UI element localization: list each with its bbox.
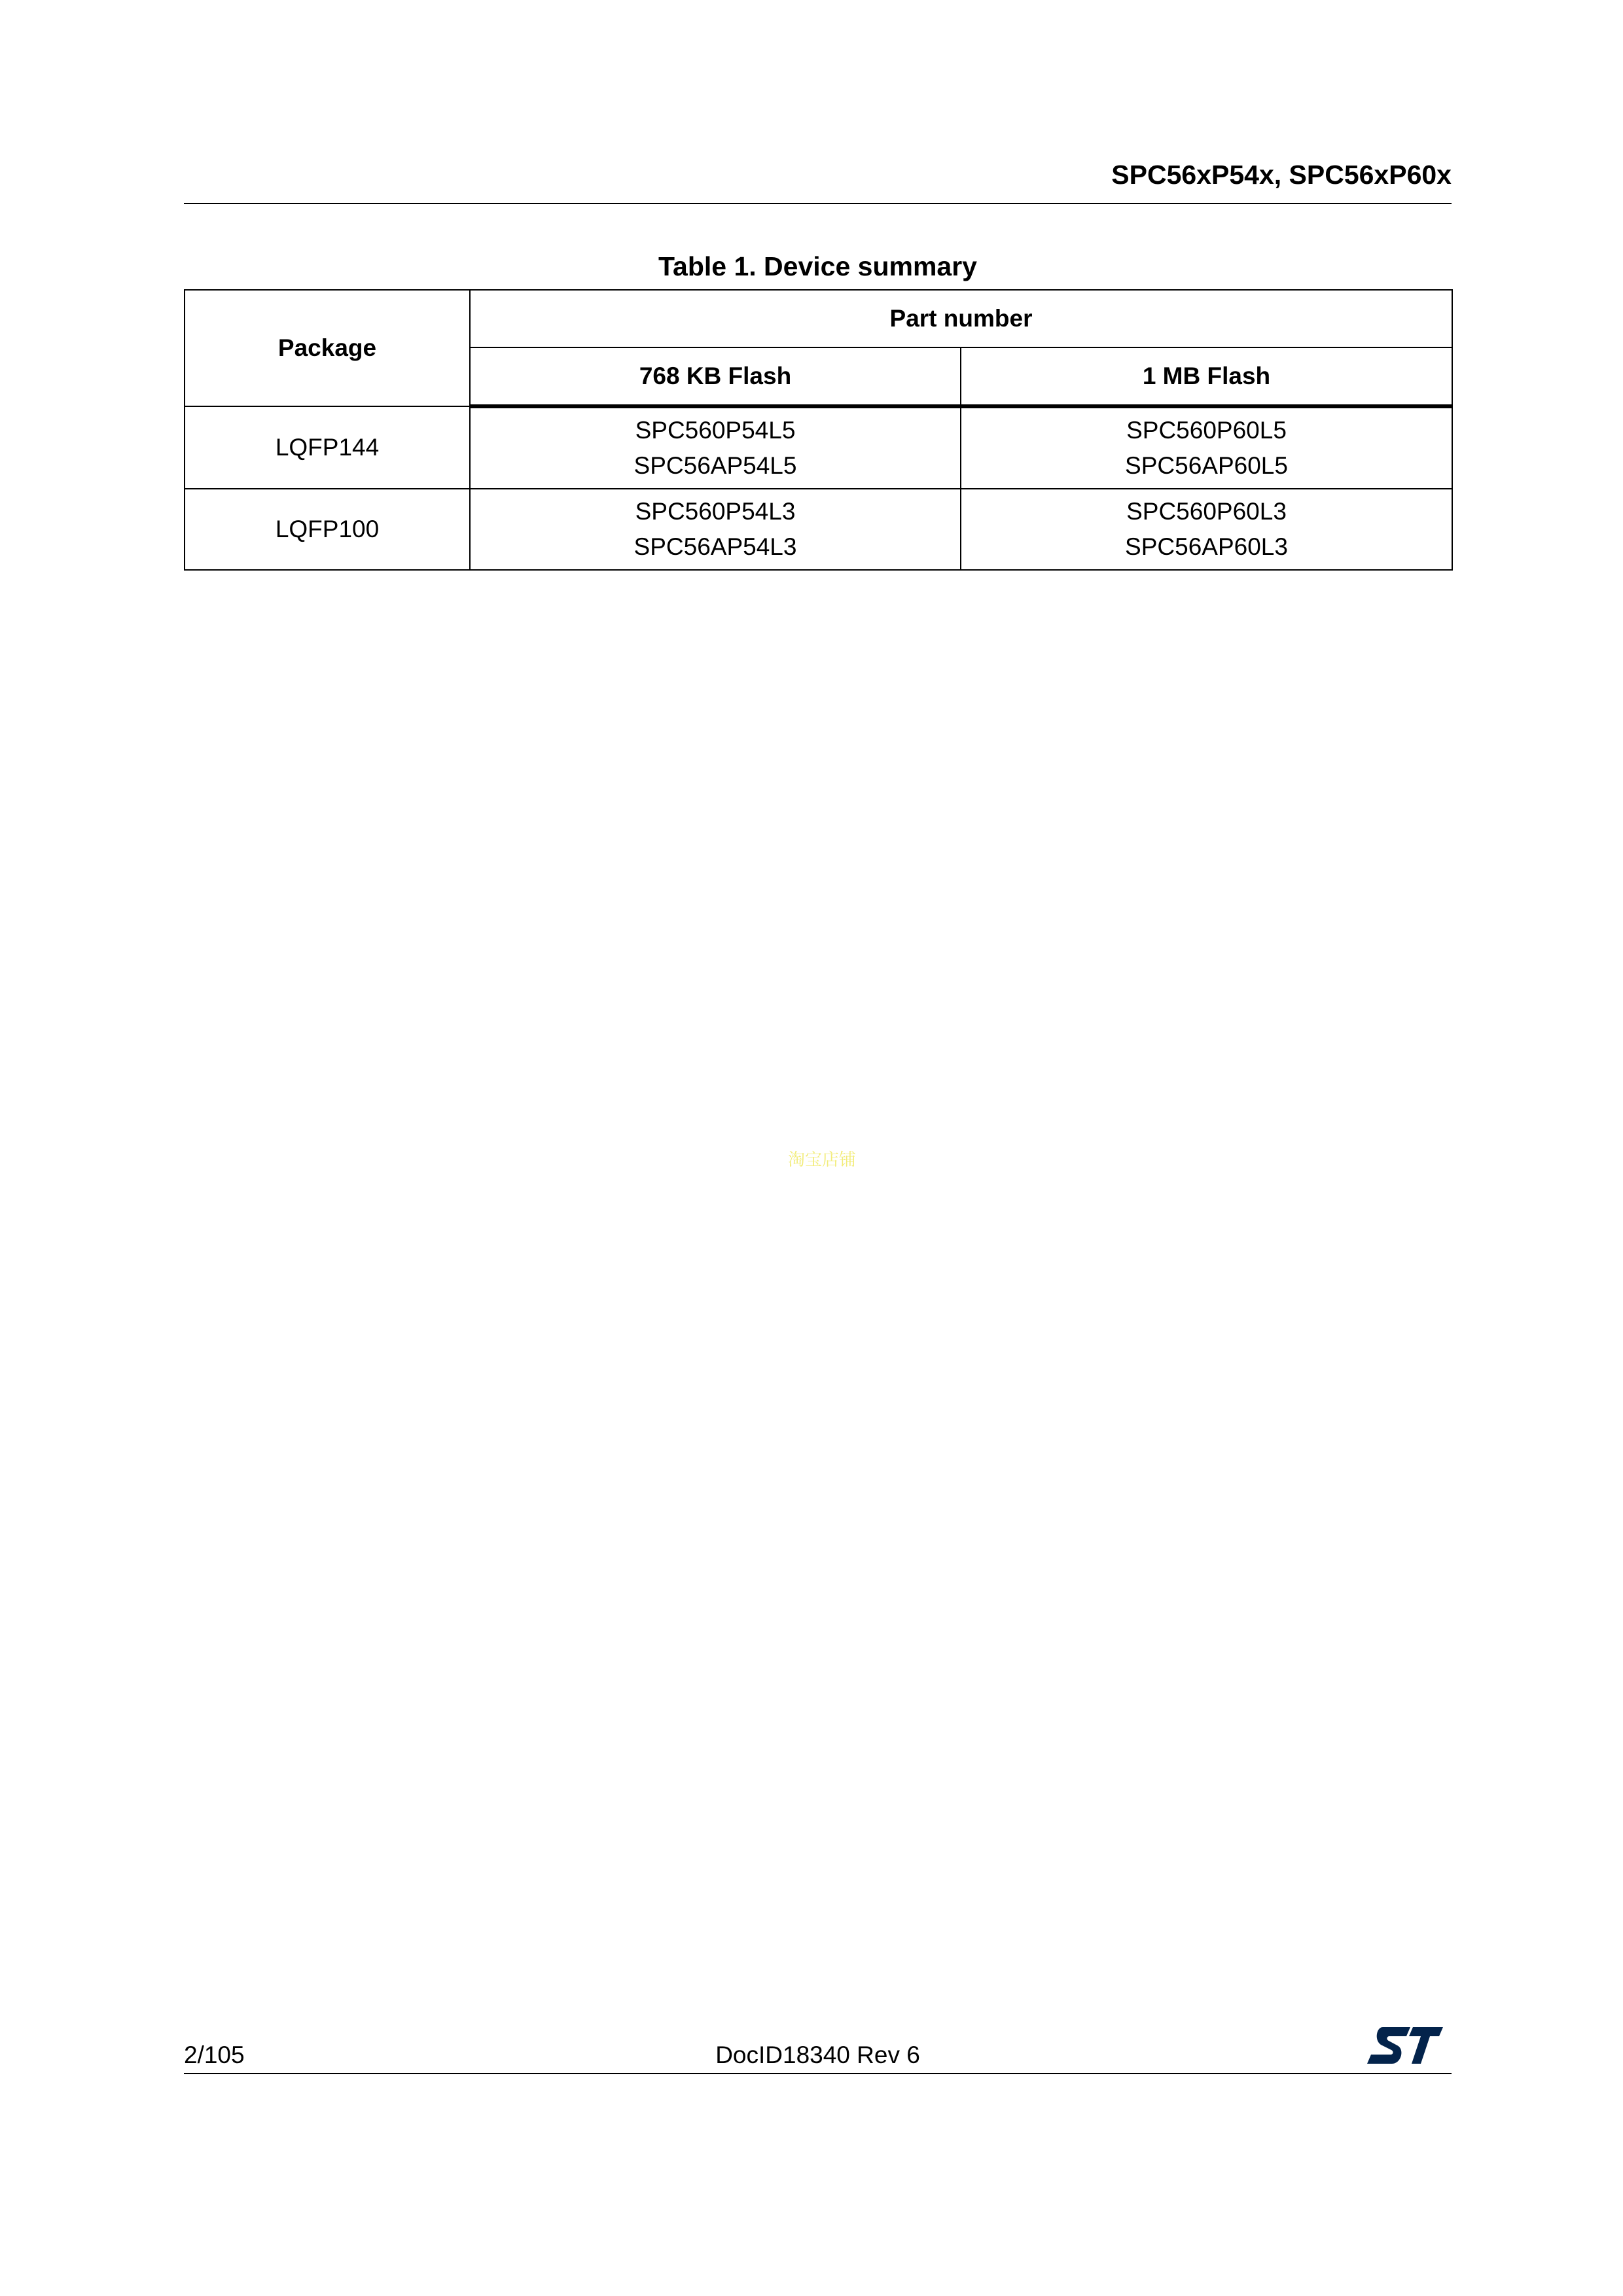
part-number: SPC560P54L5 — [635, 417, 796, 444]
part-number: SPC560P54L3 — [635, 498, 796, 525]
package-cell: LQFP100 — [185, 489, 470, 570]
part-number: SPC560P60L3 — [1126, 498, 1287, 525]
column-header-768kb-flash: 768 KB Flash — [470, 347, 961, 406]
watermark: 淘宝店铺 — [788, 1150, 857, 1169]
part-number: SPC56AP60L5 — [1125, 452, 1288, 479]
table-caption: Table 1. Device summary — [658, 251, 977, 281]
part-number-cell — [961, 406, 1452, 489]
column-header-1mb-flash: 1 MB Flash — [961, 347, 1452, 406]
device-summary-table — [184, 289, 1453, 571]
document-header-title: SPC56xP54x, SPC56xP60x — [1111, 160, 1452, 190]
part-number: SPC56AP60L3 — [1125, 533, 1288, 560]
package-cell: LQFP144 — [185, 406, 470, 489]
column-header-package: Package — [185, 290, 470, 406]
table-row — [185, 489, 1452, 570]
page-number: 2/105 — [184, 2041, 245, 2068]
part-number: SPC56AP54L3 — [633, 533, 797, 560]
part-number-cell — [470, 406, 961, 489]
table-header-row — [185, 290, 1452, 347]
table-row — [185, 406, 1452, 489]
part-number: SPC560P60L5 — [1126, 417, 1287, 444]
part-number: SPC56AP54L5 — [633, 452, 797, 479]
part-number-cell — [470, 489, 961, 570]
st-logo-icon — [1363, 2023, 1445, 2069]
document-id: DocID18340 Rev 6 — [715, 2041, 920, 2068]
header-divider — [184, 203, 1452, 204]
footer-divider — [184, 2073, 1452, 2074]
part-number-cell — [961, 489, 1452, 570]
column-header-part-number: Part number — [470, 290, 1452, 347]
